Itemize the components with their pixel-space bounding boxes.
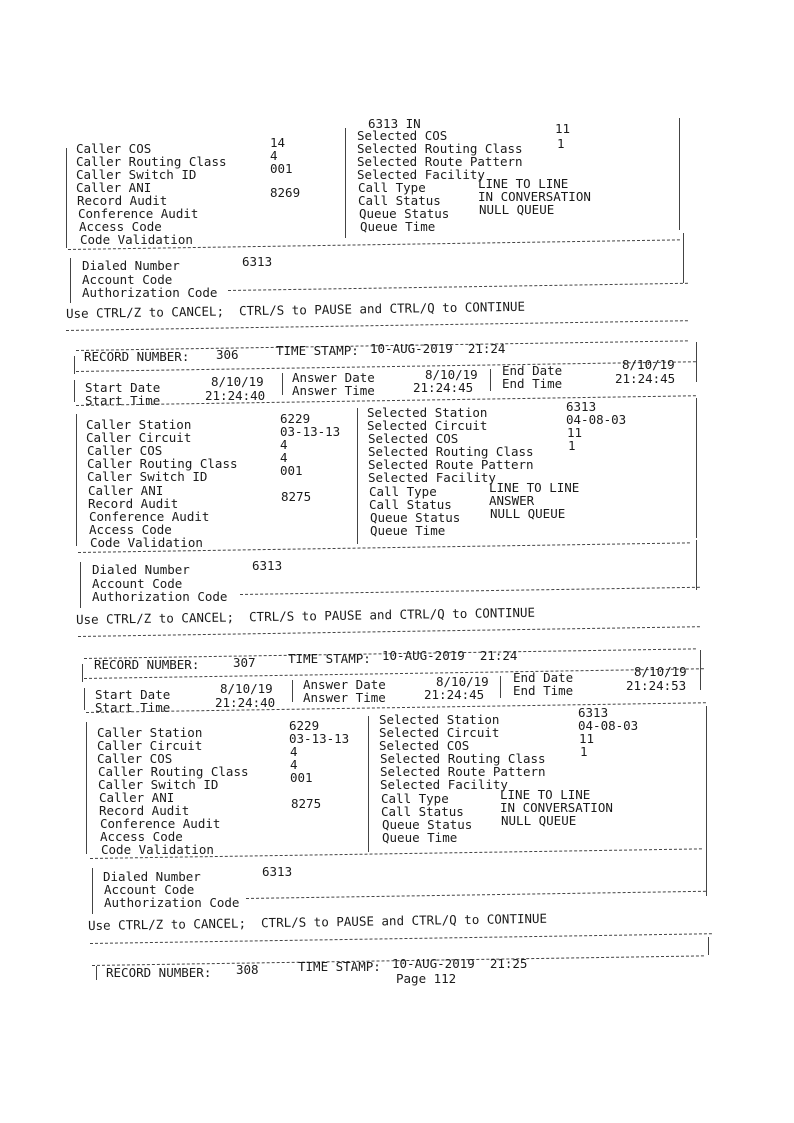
selected-station-value: 6313 [578, 705, 609, 720]
start-time-value: 21:24:40 [205, 388, 266, 403]
caller-cos-label: Caller COS [97, 751, 173, 766]
call-type-label: Call Type [358, 180, 426, 195]
separator-line [246, 891, 706, 899]
end-time-value: 21:24:45 [615, 371, 676, 386]
end-date-value: 8/10/19 [622, 357, 675, 372]
selected-circuit-label: Selected Circuit [367, 418, 488, 433]
separator-line [240, 587, 700, 595]
record-number-label: RECORD NUMBER: [106, 965, 212, 980]
queue-time-label: Queue Time [370, 523, 446, 538]
caller-cos-label: Caller COS [76, 141, 152, 156]
record-border-right [696, 540, 697, 590]
caller-station-label: Caller Station [97, 725, 203, 740]
caller-cos-value: 14 [270, 135, 286, 150]
caller-ani-value: 8275 [281, 489, 312, 504]
column-divider [500, 676, 501, 698]
caller-switch-id-value: 001 [270, 161, 293, 176]
record-border-right [696, 342, 697, 382]
call-status-label: Call Status [381, 804, 464, 819]
call-type-label: Call Type [381, 791, 449, 806]
call-status-value: IN CONVERSATION [478, 189, 591, 204]
selected-route-pattern-label: Selected Route Pattern [368, 457, 534, 472]
answer-time-label: Answer Time [292, 383, 375, 398]
record-border-right [708, 937, 709, 955]
start-date-label: Start Date [85, 380, 161, 395]
caller-switch-id-label: Caller Switch ID [76, 167, 197, 182]
selected-circuit-value: 04-08-03 [578, 718, 639, 733]
queue-status-value: NULL QUEUE [479, 202, 555, 217]
answer-date-value: 8/10/19 [436, 674, 489, 689]
record-border-left [96, 966, 97, 980]
separator-line [78, 626, 700, 637]
caller-switch-id-label: Caller Switch ID [87, 469, 208, 484]
caller-routing-class-label: Caller Routing Class [98, 764, 249, 779]
caller-routing-class-value: 4 [290, 757, 298, 772]
account-code-label: Account Code [104, 882, 195, 897]
code-validation-label: Code Validation [90, 535, 203, 550]
caller-switch-id-label: Caller Switch ID [98, 777, 219, 792]
caller-circuit-label: Caller Circuit [86, 430, 192, 445]
record-border-right [700, 650, 701, 690]
answer-time-value: 21:24:45 [424, 687, 485, 702]
caller-circuit-label: Caller Circuit [97, 738, 203, 753]
selected-cos-label: Selected COS [379, 738, 470, 753]
caller-routing-class-label: Caller Routing Class [76, 154, 227, 169]
selected-station-label: Selected Station [379, 712, 500, 727]
selected-routing-class-value: 1 [580, 744, 588, 759]
caller-circuit-value: 03-13-13 [280, 424, 341, 439]
end-time-value: 21:24:53 [626, 678, 687, 693]
record-number-label: RECORD NUMBER: [94, 657, 200, 672]
page-number: Page 112 [396, 971, 457, 986]
start-time-label: Start Time [95, 700, 171, 715]
caller-station-value: 6229 [280, 411, 311, 426]
queue-status-value: NULL QUEUE [501, 813, 577, 828]
dialed-number-label: Dialed Number [82, 258, 180, 273]
time-stamp-value: 10-AUG-2019 21:25 [392, 956, 528, 971]
record-number-value: 308 [236, 962, 259, 977]
column-divider [357, 408, 358, 544]
column-divider [490, 369, 491, 391]
conference-audit-label: Conference Audit [100, 816, 221, 831]
selected-cos-label: Selected COS [357, 128, 448, 143]
caller-routing-class-value: 4 [280, 450, 288, 465]
selected-cos-value: 11 [579, 731, 595, 746]
queue-status-value: NULL QUEUE [490, 506, 566, 521]
call-status-value: ANSWER [489, 493, 535, 508]
record-border-left [86, 722, 87, 854]
authorization-code-label: Authorization Code [104, 895, 240, 910]
answer-date-label: Answer Date [292, 370, 375, 385]
caller-ani-label: Caller ANI [76, 180, 152, 195]
queue-status-label: Queue Status [359, 206, 450, 221]
selected-cos-value: 11 [567, 425, 583, 440]
caller-circuit-value: 03-13-13 [289, 731, 350, 746]
record-number-value: 306 [216, 347, 239, 362]
selected-routing-class-label: Selected Routing Class [380, 751, 546, 766]
selected-route-pattern-label: Selected Route Pattern [380, 764, 546, 779]
account-code-label: Account Code [92, 576, 183, 591]
column-divider [368, 716, 369, 852]
dialed-number-value: 6313 [252, 558, 283, 573]
record-border-left [74, 380, 75, 402]
code-validation-label: Code Validation [80, 232, 193, 247]
caller-cos-label: Caller COS [87, 443, 163, 458]
column-divider [282, 373, 283, 395]
time-stamp-label: TIME STAMP: [276, 343, 359, 358]
dialed-number-value: 6313 [262, 864, 293, 879]
account-code-label: Account Code [82, 272, 173, 287]
call-type-value: LINE TO LINE [489, 480, 580, 495]
call-type-label: Call Type [369, 484, 437, 499]
column-divider [345, 128, 346, 238]
time-stamp-value: 10-AUG-2019 21:24 [382, 648, 518, 663]
call-status-label: Call Status [369, 497, 452, 512]
separator-line [228, 283, 688, 291]
conference-audit-label: Conference Audit [89, 509, 210, 524]
caller-station-value: 6229 [289, 718, 320, 733]
selected-circuit-label: Selected Circuit [379, 725, 500, 740]
caller-cos-value: 4 [280, 437, 288, 452]
queue-time-label: Queue Time [360, 219, 436, 234]
selected-station-value: 6313 IN [368, 116, 421, 131]
access-code-label: Access Code [100, 829, 183, 844]
answer-time-label: Answer Time [303, 690, 386, 705]
selected-facility-label: Selected Facility [368, 470, 496, 485]
record-border-left [80, 562, 81, 608]
caller-routing-class-label: Caller Routing Class [87, 456, 238, 471]
caller-ani-value: 8275 [291, 796, 322, 811]
selected-cos-label: Selected COS [368, 431, 459, 446]
caller-station-label: Caller Station [86, 417, 192, 432]
record-border-right [706, 706, 707, 846]
caller-cos-value: 4 [290, 744, 298, 759]
end-date-label: End Date [513, 670, 574, 685]
selected-facility-label: Selected Facility [357, 167, 485, 182]
end-time-label: End Time [513, 683, 574, 698]
record-audit-label: Record Audit [77, 193, 168, 208]
code-validation-label: Code Validation [101, 842, 214, 857]
record-border-right [706, 846, 707, 896]
dialed-number-label: Dialed Number [103, 869, 201, 884]
column-divider [292, 680, 293, 702]
record-number-value: 307 [233, 655, 256, 670]
selected-routing-class-label: Selected Routing Class [368, 444, 534, 459]
pause-message: Use CTRL/Z to CANCEL; CTRL/S to PAUSE and CTRL/Q to CONTINUE [87, 910, 548, 933]
caller-ani-label: Caller ANI [99, 790, 175, 805]
record-border-left [70, 258, 71, 303]
pause-message: Use CTRL/Z to CANCEL; CTRL/S to PAUSE and CTRL/Q to CONTINUE [65, 298, 526, 321]
record-border-right [696, 398, 697, 538]
selected-facility-label: Selected Facility [380, 777, 508, 792]
time-stamp-label: TIME STAMP: [298, 959, 381, 974]
separator-line [66, 320, 688, 331]
record-border-left [84, 688, 85, 710]
access-code-label: Access Code [89, 522, 172, 537]
selected-station-value: 6313 [566, 399, 597, 414]
selected-cos-value: 11 [555, 121, 571, 136]
call-type-value: LINE TO LINE [478, 176, 569, 191]
start-time-value: 21:24:40 [215, 695, 276, 710]
record-audit-label: Record Audit [99, 803, 190, 818]
caller-switch-id-value: 001 [280, 463, 303, 478]
end-date-label: End Date [502, 363, 563, 378]
authorization-code-label: Authorization Code [92, 589, 228, 604]
dialed-number-value: 6313 [242, 254, 273, 269]
record-border-right [683, 233, 684, 283]
time-stamp-label: TIME STAMP: [288, 651, 371, 666]
caller-routing-class-value: 4 [270, 148, 278, 163]
record-audit-label: Record Audit [88, 496, 179, 511]
conference-audit-label: Conference Audit [78, 206, 199, 221]
call-status-value: IN CONVERSATION [500, 800, 613, 815]
selected-routing-class-value: 1 [557, 136, 565, 151]
selected-routing-class-value: 1 [568, 438, 576, 453]
record-border-left [92, 868, 93, 914]
record-border-left [82, 664, 83, 682]
authorization-code-label: Authorization Code [82, 285, 218, 300]
start-date-label: Start Date [95, 687, 171, 702]
caller-ani-label: Caller ANI [88, 483, 164, 498]
start-date-value: 8/10/19 [220, 681, 273, 696]
answer-date-value: 8/10/19 [425, 367, 478, 382]
dialed-number-label: Dialed Number [92, 562, 190, 577]
selected-station-label: Selected Station [367, 405, 488, 420]
end-time-label: End Time [502, 376, 563, 391]
answer-time-value: 21:24:45 [413, 380, 474, 395]
record-border-left [76, 414, 77, 546]
selected-route-pattern-label: Selected Route Pattern [357, 154, 523, 169]
queue-status-label: Queue Status [370, 510, 461, 525]
call-status-label: Call Status [358, 193, 441, 208]
queue-time-label: Queue Time [382, 830, 458, 845]
record-border-left [74, 356, 75, 374]
answer-date-label: Answer Date [303, 677, 386, 692]
record-border-right [679, 118, 680, 230]
selected-circuit-value: 04-08-03 [566, 412, 627, 427]
pause-message: Use CTRL/Z to CANCEL; CTRL/S to PAUSE and CTRL/Q to CONTINUE [75, 604, 536, 627]
record-border-left [66, 148, 67, 248]
time-stamp-value: 10-AUG-2019 21:24 [370, 341, 506, 356]
record-number-label: RECORD NUMBER: [84, 349, 190, 364]
separator-line [90, 933, 712, 944]
end-date-value: 8/10/19 [634, 664, 687, 679]
selected-routing-class-label: Selected Routing Class [357, 141, 523, 156]
queue-status-label: Queue Status [382, 817, 473, 832]
caller-ani-value: 8269 [270, 185, 301, 200]
call-type-value: LINE TO LINE [500, 787, 591, 802]
start-time-label: Start Time [85, 393, 161, 408]
access-code-label: Access Code [79, 219, 162, 234]
caller-switch-id-value: 001 [290, 770, 313, 785]
start-date-value: 8/10/19 [211, 374, 264, 389]
